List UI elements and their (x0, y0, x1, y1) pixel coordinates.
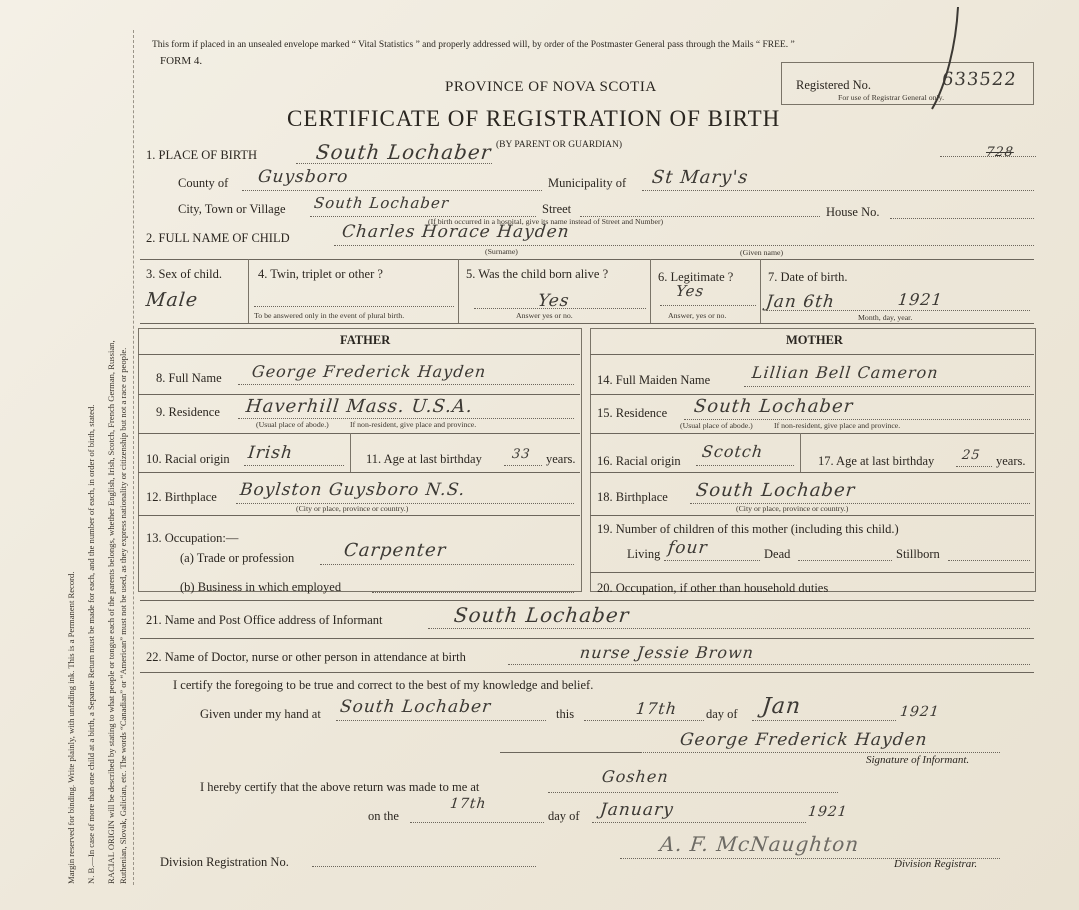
informant-value: South Lochaber (452, 603, 631, 627)
mail-notice: This form if placed in an unsealed envelope marked “ Vital Statistics ” and properly addressed will, by order of the Postmaster General pass through the Mails “ FREE. ” (152, 40, 795, 50)
mother-age-value: 25 (961, 448, 982, 463)
father-residence-note-b: If non-resident, give place and province. (350, 420, 477, 429)
father-heading: FATHER (340, 333, 391, 347)
father-age-label: 11. Age at last birthday (366, 452, 482, 466)
father-residence-value: Haverhill Mass. U.S.A. (244, 396, 474, 417)
mother-residence-note-b: If non-resident, give place and province. (774, 421, 901, 430)
mother-birthplace-label: 18. Birthplace (597, 490, 668, 504)
mother-age-years: years. (996, 454, 1026, 468)
father-race-value: Irish (246, 443, 295, 463)
father-age-value: 33 (511, 447, 532, 462)
side-note-racial-1: RACIAL ORIGIN will be described by stating to what people or tongue each of the parents belongs, whether English, Irish, Scotch, French German, Russian, (106, 340, 116, 884)
county-value: Guysboro (256, 167, 350, 187)
mother-dead-label: Dead (764, 547, 791, 561)
sex-value: Male (144, 289, 200, 311)
registrar-signature-label: Division Registrar. (894, 858, 978, 870)
registrar-year: 1921 (807, 804, 849, 820)
mother-birthplace-value: South Lochaber (694, 480, 857, 501)
legitimate-value: Yes (675, 282, 706, 300)
attendant-value: nurse Jessie Brown (579, 643, 756, 662)
mother-race-label: 16. Racial origin (597, 454, 681, 468)
place-of-birth-value: South Lochaber (314, 140, 493, 164)
mother-name-value: Lillian Bell Cameron (751, 363, 940, 382)
informant-label: 21. Name and Post Office address of Informant (146, 613, 383, 627)
father-name-label: 8. Full Name (156, 371, 222, 385)
registered-number-label: Registered No. (796, 78, 871, 92)
born-alive-label: 5. Was the child born alive ? (466, 267, 609, 281)
mother-living-value: four (666, 538, 709, 558)
mother-age-label: 17. Age at last birthday (818, 454, 935, 468)
binding-margin-line (133, 30, 134, 885)
given-under-label: Given under my hand at (200, 707, 321, 721)
certify-month: Jan (760, 694, 803, 719)
informant-signature-label: Signature of Informant. (866, 754, 970, 766)
born-alive-note: Answer yes or no. (516, 311, 573, 320)
province-heading: PROVINCE OF NOVA SCOTIA (445, 79, 657, 95)
father-trade-value: Carpenter (342, 540, 448, 561)
side-note-margin: Margin reserved for binding. Write plainly, with unfading ink. This is a Permanent Record. (66, 571, 76, 884)
date-of-birth-label: 7. Date of birth. (768, 270, 848, 284)
twin-label: 4. Twin, triplet or other ? (258, 267, 383, 281)
father-trade-label: (a) Trade or profession (180, 551, 295, 565)
registrar-check-mark (928, 5, 968, 115)
given-name-note: (Given name) (740, 248, 784, 257)
mother-stillborn-label: Stillborn (896, 547, 940, 561)
child-name-value: Charles Horace Hayden (340, 222, 571, 242)
city-value: South Lochaber (313, 194, 451, 212)
mother-name-label: 14. Full Maiden Name (597, 373, 711, 387)
registrar-day-of-label: day of (548, 809, 580, 823)
father-birthplace-value: Boylston Guysboro N.S. (238, 480, 467, 500)
mother-living-label: Living (627, 547, 661, 561)
twin-note: To be answered only in the event of plural birth. (254, 311, 405, 320)
county-label: County of (178, 176, 229, 190)
mother-heading: MOTHER (786, 333, 843, 347)
registered-number-value: 633522 (940, 69, 1018, 90)
attendant-label: 22. Name of Doctor, nurse or other person in attendance at birth (146, 650, 466, 664)
legitimate-label: 6. Legitimate ? (658, 270, 734, 284)
hospital-note: (If birth occurred in a hospital, give its name instead of Street and Number) (428, 217, 664, 226)
certify-day-of-label: day of (706, 707, 738, 721)
this-label: this (556, 707, 575, 721)
registrar-month: January (598, 800, 675, 820)
registrar-on-label: on the (368, 809, 399, 823)
given-under-place: South Lochaber (338, 697, 493, 717)
corner-mark: 728 (985, 145, 1015, 160)
municipality-value: St Mary's (650, 167, 750, 188)
informant-signature: George Frederick Hayden (678, 730, 929, 750)
mother-birthplace-note: (City or place, province or country.) (736, 504, 849, 513)
registrar-signature: A. F. McNaughton (658, 832, 861, 856)
father-birthplace-note: (City or place, province or country.) (296, 504, 409, 513)
form-number: FORM 4. (160, 55, 203, 67)
certify-text: I certify the foregoing to be true and correct to the best of my knowledge and belief. (173, 678, 594, 692)
municipality-label: Municipality of (548, 176, 627, 190)
city-label: City, Town or Village (178, 202, 286, 216)
date-of-birth-year: 1921 (897, 290, 944, 309)
father-residence-label: 9. Residence (156, 405, 220, 419)
father-age-years: years. (546, 452, 576, 466)
child-name-label: 2. FULL NAME OF CHILD (146, 231, 290, 245)
date-of-birth-value: Jan 6th (764, 292, 836, 312)
certificate-title: CERTIFICATE OF REGISTRATION OF BIRTH (287, 106, 781, 131)
registered-number-note: For use of Registrar General only. (838, 93, 945, 102)
mother-children-label: 19. Number of children of this mother (including this child.) (597, 522, 899, 536)
sex-label: 3. Sex of child. (146, 267, 223, 281)
mother-residence-value: South Lochaber (692, 396, 855, 417)
date-of-birth-note: Month, day, year. (858, 313, 913, 322)
father-race-label: 10. Racial origin (146, 452, 230, 466)
father-name-value: George Frederick Hayden (251, 362, 488, 381)
certify-year: 1921 (899, 704, 941, 720)
mother-race-value: Scotch (701, 442, 765, 461)
father-residence-note-a: (Usual place of abode.) (256, 420, 329, 429)
place-of-birth-label: 1. PLACE OF BIRTH (146, 148, 258, 162)
side-note-racial-2: Ruthenian, Slovak, Galician, etc. The words “Canadian” or “American” must not be used, as they express nationality or citizenship but not a race or people. (118, 347, 128, 884)
father-birthplace-label: 12. Birthplace (146, 490, 217, 504)
father-occupation-label: 13. Occupation:— (146, 531, 239, 545)
legitimate-note: Answer, yes or no. (668, 311, 727, 320)
registrar-certify-text: I hereby certify that the above return was made to me at (200, 780, 480, 794)
registrar-place: Goshen (601, 767, 670, 786)
mother-occupation-label: 20. Occupation, if other than household duties (597, 581, 829, 595)
street-label: Street (542, 202, 572, 216)
mother-residence-label: 15. Residence (597, 406, 668, 420)
certify-day: 17th (635, 699, 679, 718)
born-alive-value: Yes (536, 291, 571, 311)
by-parent-note: (BY PARENT OR GUARDIAN) (496, 140, 623, 150)
division-registration-label: Division Registration No. (160, 855, 289, 869)
mother-residence-note-a: (Usual place of abode.) (680, 421, 753, 430)
registrar-day: 17th (449, 796, 488, 812)
father-business-label: (b) Business in which employed (180, 580, 342, 594)
side-note-nb: N. B.—In case of more than one child at a birth, a Separate Return must be made for each, and the number of each, in order of birth, stated. (86, 404, 96, 884)
house-number-label: House No. (826, 205, 880, 219)
surname-note: (Surname) (485, 247, 518, 256)
